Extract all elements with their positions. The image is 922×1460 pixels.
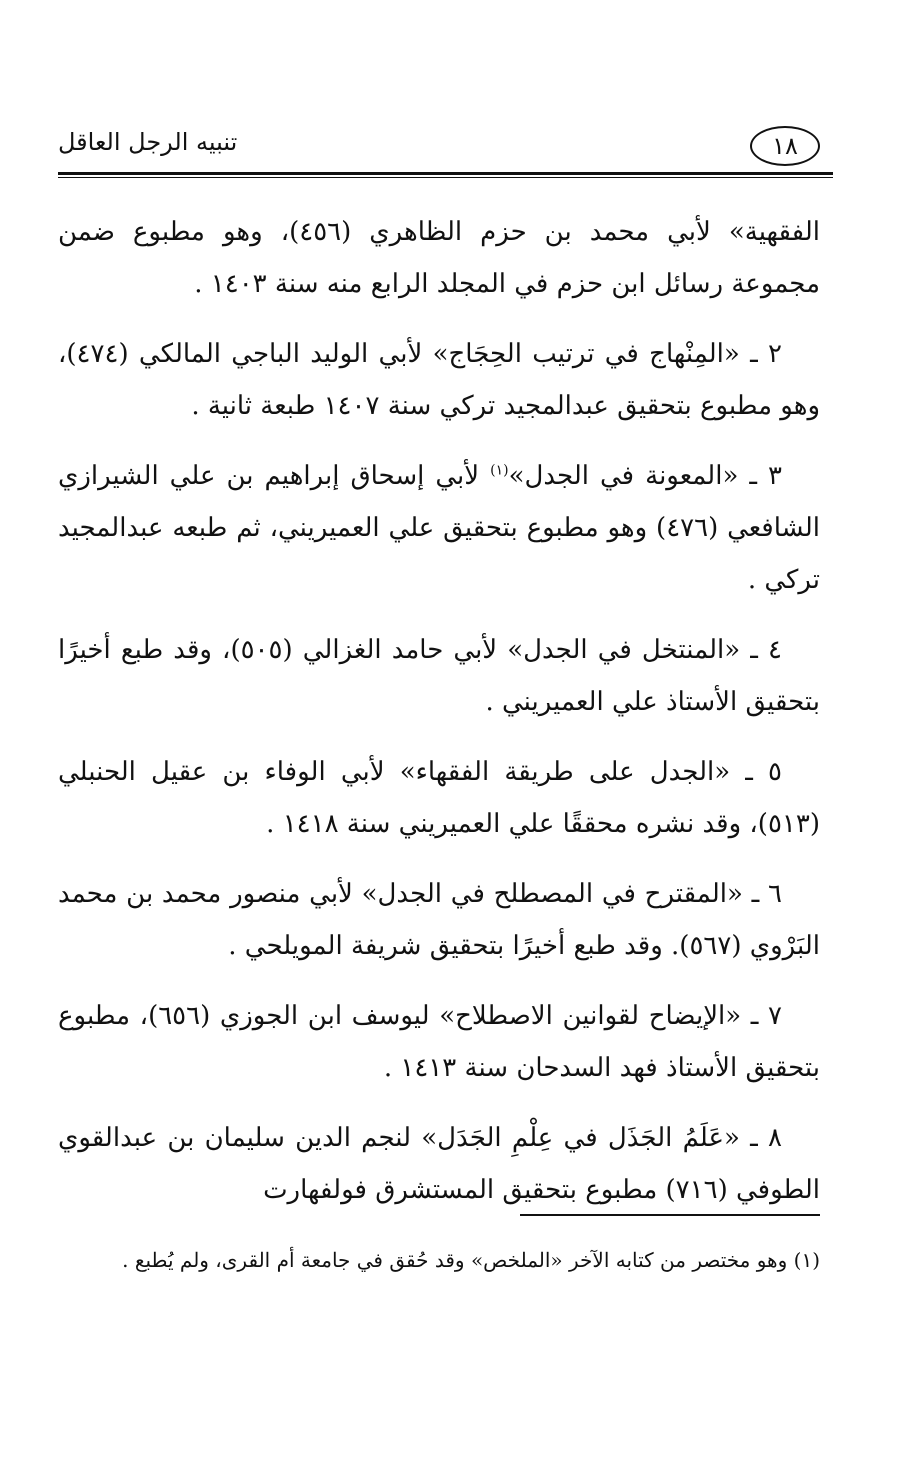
footnote-ref-1: (١) <box>490 462 509 479</box>
body-text <box>58 206 820 1234</box>
paragraph-3-rest: لأبي إسحاق إبراهيم بن علي الشيرازي الشافعي (٤٧٦) وهو مطبوع بتحقيق علي العميريني، ثم طبعه عبدالمجيد تركي . <box>58 461 821 595</box>
paragraph-4: ٤ ـ «المنتخل في الجدل» لأبي حامد الغزالي (٥٠٥)، وقد طبع أخيرًا بتحقيق الأستاذ علي العميريني . <box>58 635 820 717</box>
running-title: تنبيه الرجل العاقل <box>58 128 238 156</box>
paragraph-2: ٢ ـ «المِنْهاج في ترتيب الحِجَاج» لأبي الوليد الباجي المالكي (٤٧٤)، وهو مطبوع بتحقيق عبدالمجيد تركي سنة ١٤٠٧ طبعة ثانية . <box>58 339 820 421</box>
header-rule <box>58 172 833 178</box>
paragraph-1: الفقهية» لأبي محمد بن حزم الظاهري (٤٥٦)، وهو مطبوع ضمن مجموعة رسائل ابن حزم في المجلد الرابع منه سنة ١٤٠٣ . <box>58 217 820 299</box>
footnote-1: (١) وهو مختصر من كتابه الآخر «الملخص» وقد حُقق في جامعة أم القرى، ولم يُطبع . <box>122 1248 820 1272</box>
paragraph-8: ٨ ـ «عَلَمُ الجَذَل في عِلْمِ الجَدَل» لنجم الدين سليمان بن عبدالقوي الطوفي (٧١٦) مطبوع بتحقيق المستشرق فولفهارت <box>58 1123 820 1205</box>
footnote-rule <box>520 1214 820 1216</box>
paragraph-5: ٥ ـ «الجدل على طريقة الفقهاء» لأبي الوفاء بن عقيل الحنبلي (٥١٣)، وقد نشره محققًا علي العميريني سنة ١٤١٨ . <box>58 757 820 839</box>
page-number: ١٨ <box>750 126 820 166</box>
page-header <box>58 122 820 178</box>
paragraph-6: ٦ ـ «المقترح في المصطلح في الجدل» لأبي منصور محمد بن محمد البَرْوي (٥٦٧). وقد طبع أخيرًا بتحقيق شريفة المويلحي . <box>58 879 820 961</box>
paragraph-3-title: ٣ ـ «المعونة في الجدل» <box>508 461 782 491</box>
paragraph-3 <box>58 450 820 606</box>
paragraph-7: ٧ ـ «الإيضاح لقوانين الاصطلاح» ليوسف ابن الجوزي (٦٥٦)، مطبوع بتحقيق الأستاذ فهد السدحان سنة ١٤١٣ . <box>58 1001 820 1083</box>
